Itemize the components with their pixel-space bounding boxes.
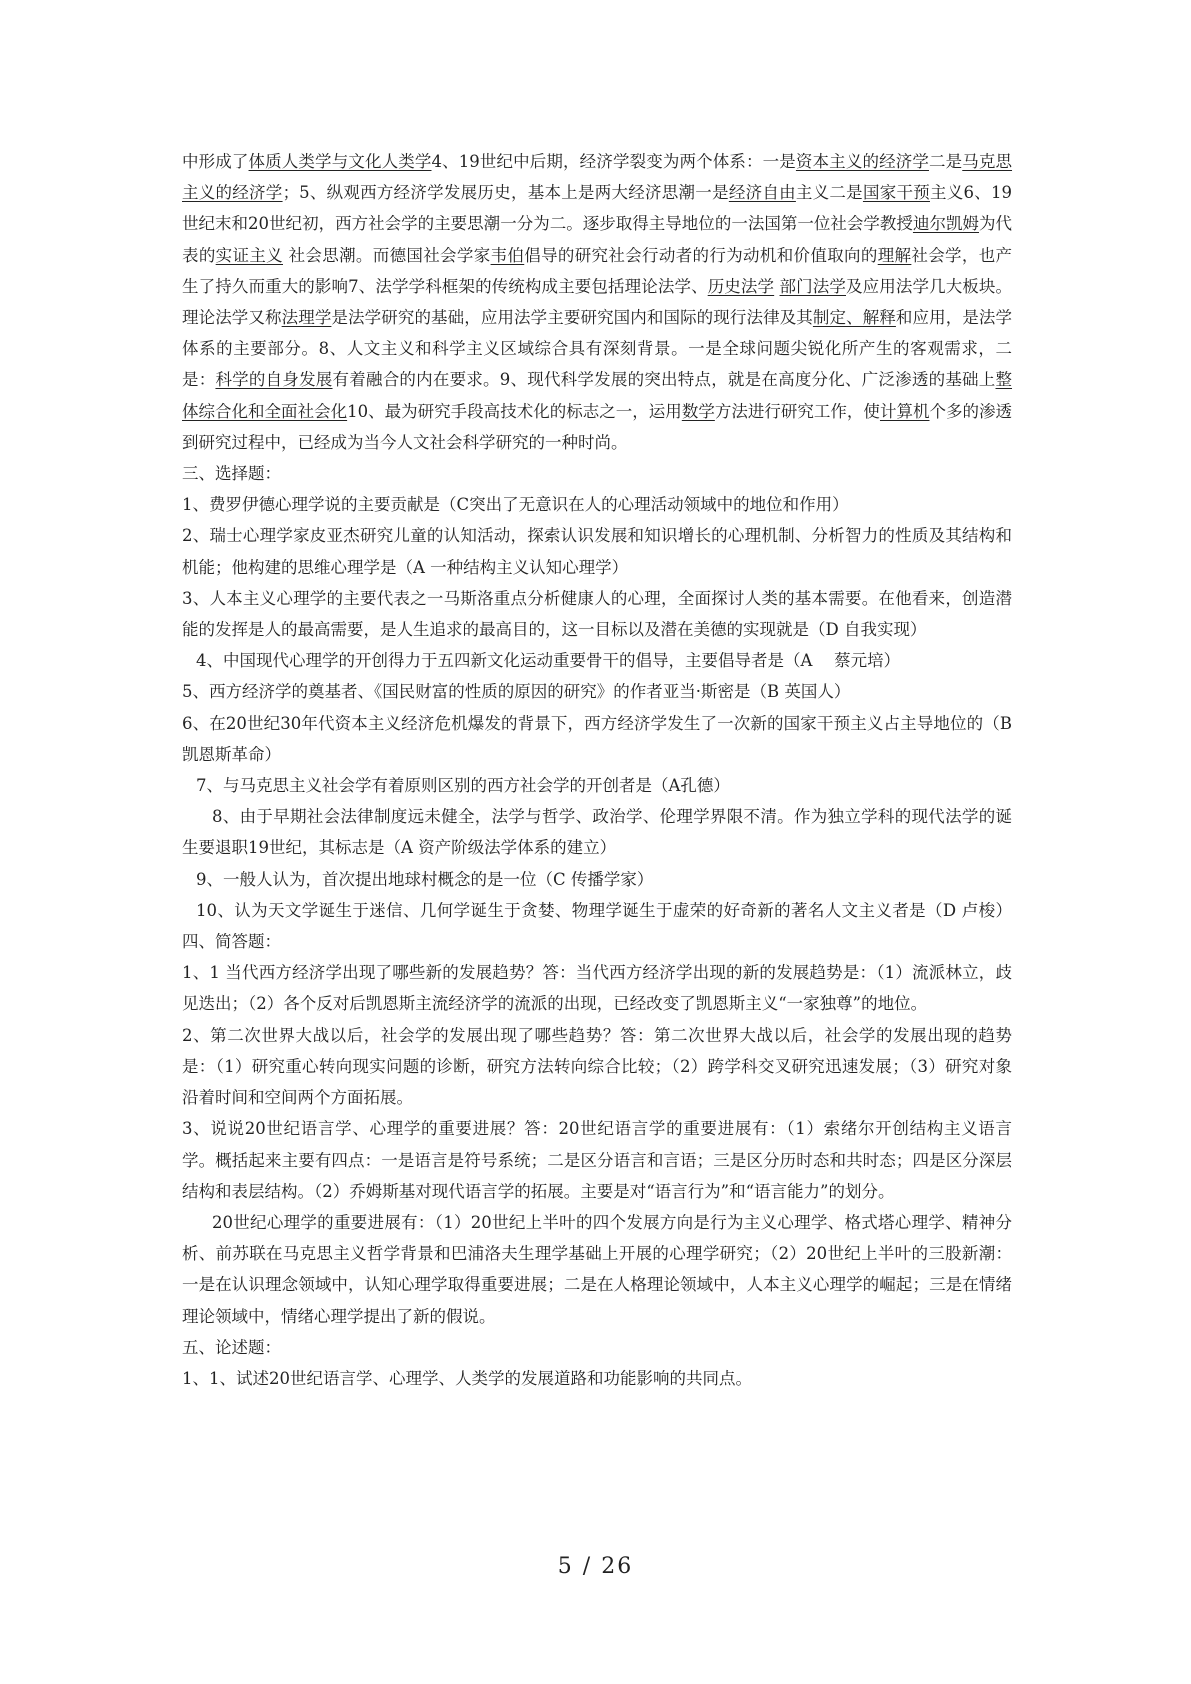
text-run: 4、19世纪中后期，经济学裂变为两个体系：一是	[431, 152, 796, 171]
underlined-answer: 历史法学	[707, 276, 775, 296]
choice-item: 7、与马克思主义社会学有着原则区别的西方社会学的开创者是（A孔德）	[196, 776, 730, 796]
underlined-answer: 制定、解释	[812, 308, 896, 328]
text-run: 和应用，是法学体系的主要部分。8、人文主义和科学主义区域综合具有深刻背景。一是全球问题尖锐化所产生的客观需求，二是：	[182, 308, 1013, 390]
underlined-answer: 科学的自身发展	[215, 370, 333, 390]
essay-question: 1、1、试述20世纪语言学、心理学、人类学的发展道路和功能影响的共同点。	[182, 1368, 752, 1388]
text-run: 倡导的研究社会行动者的行为动机和价值取向的	[524, 245, 878, 265]
text-run: 为代表的	[182, 214, 1013, 265]
text-run: 主义二是	[795, 183, 863, 203]
answer-item: 2、第二次世界大战以后，社会学的发展出现了哪些趋势？答：第二次世界大战以后，社会学的发展出现的趋势是：（1）研究重心转向现实问题的诊断，研究方法转向综合比较；（2）跨学科交叉研究迅速发展；（3）研究对象沿着时间和空间两个方面拓展。	[182, 1025, 1012, 1108]
text-run: 个多的渗透到研究过程中，已经成为当今人文社会科学研究的一种时尚。	[182, 401, 1013, 452]
underlined-answer: 数学	[681, 401, 715, 421]
text-run: 社会思潮。而德国社会学家	[283, 245, 491, 265]
text-run: 中形成了	[182, 152, 249, 171]
text-run: 有着融合的内在要求。9、现代科学发展的突出特点，就是在高度分化、广泛渗透的基础上	[332, 370, 996, 390]
answer-item: 20世纪心理学的重要进展有：（1）20世纪上半叶的四个发展方向是行为主义心理学、格式塔心理学、精神分析、前苏联在马克思主义哲学背景和巴浦洛夫生理学基础上开展的心理学研究；（2）20世纪上半叶的三股新潮：一是在认识理念领域中，认知心理学取得重要进展；二是在人格理论领域中，人本主义心理学的崛起；三是在情绪理论领域中，情绪心理学提出了新的假说。	[182, 1212, 1012, 1326]
underlined-answer: 韦伯	[490, 245, 525, 265]
underlined-answer: 实证主义	[215, 245, 283, 265]
text-run: 二是	[928, 152, 963, 171]
page-text	[182, 146, 1012, 1394]
text-run: 是法学研究的基础，应用法学主要研究国内和国际的现行法律及其	[331, 308, 813, 328]
fill-in-answers-paragraph	[182, 146, 1012, 458]
choice-item: 2、瑞士心理学家皮亚杰研究儿童的认知活动，探索认识发展和知识增长的心理机制、分析智力的性质及其结构和机能；他构建的思维心理学是（A 一种结构主义认知心理学）	[182, 526, 1012, 577]
underlined-answer: 理解	[877, 245, 912, 265]
page-number: 5 / 26	[557, 1554, 634, 1579]
section-heading: 三、选择题：	[182, 464, 281, 484]
answer-item: 3、说说20世纪语言学、心理学的重要进展？答：20世纪语言学的重要进展有：（1）索绪尔开创结构主义语言学。概括起来主要有四点：一是语言是符号系统；二是区分语言和言语；三是区分历时态和共时态；四是区分深层结构和表层结构。（2）乔姆斯基对现代语言学的拓展。主要是对“语言行为”和“语言能力”的划分。	[182, 1119, 1012, 1201]
underlined-answer: 马克思主义的经济学	[182, 152, 1013, 203]
text-run: 主义6、19世纪末和20世纪初，西方社会学的主要思潮一分为二。逐步取得主导地位的一法国第一位社会学教授	[182, 183, 1013, 234]
underlined-answer: 资本主义的经济学	[795, 152, 929, 171]
text-run: 10、最为研究手段高技术化的标志之一，运用	[347, 401, 682, 421]
text-run: 方法进行研究工作，使	[714, 401, 880, 421]
choice-item: 10、认为天文学诞生于迷信、几何学诞生于贪婪、物理学诞生于虚荣的好奇新的著名人文主义者是（D 卢梭）四、简答题：	[182, 900, 1012, 952]
text-run: 及应用法学几大板块。理论法学又称	[182, 276, 1013, 328]
underlined-answer: 经济自由	[728, 183, 796, 203]
text-run: 社会学，也产生了持久而重大的影响7、法学学科框架的传统构成主要包括理论法学、	[182, 245, 1013, 296]
section-heading: 五、论述题：	[182, 1337, 281, 1357]
underlined-answer: 国家干预	[862, 183, 930, 203]
underlined-answer: 体质人类学与文化人类学	[248, 152, 432, 171]
choice-item: 9、一般人认为，首次提出地球村概念的是一位（C 传播学家）	[196, 869, 654, 889]
answer-item: 1、1 当代西方经济学出现了哪些新的发展趋势？答：当代西方经济学出现的新的发展趋势是：（1）流派林立，歧见迭出；（2）各个反对后凯恩斯主流经济学的流派的出现，已经改变了凯恩斯主义“一家独尊”的地位。	[182, 963, 1012, 1014]
choice-item: 6、在20世纪30年代资本主义经济危机爆发的背景下，西方经济学发生了一次新的国家干预主义占主导地位的（B凯恩斯革命）	[182, 713, 1012, 764]
choice-item: 8、由于早期社会法律制度远未健全，法学与哲学、政治学、伦理学界限不清。作为独立学科的现代法学的诞生要退职19世纪，其标志是（A 资产阶级法学体系的建立）	[182, 807, 1012, 858]
choice-item: 1、费罗伊德心理学说的主要贡献是（C突出了无意识在人的心理活动领域中的地位和作用）	[182, 495, 849, 515]
choice-item: 4、中国现代心理学的开创得力于五四新文化运动重要骨干的倡导，主要倡导者是（A 蔡元培）	[196, 651, 901, 671]
text-run: ；5、纵观西方经济学发展历史，基本上是两大经济思潮一是	[282, 183, 729, 203]
underlined-answer: 整体综合化和全面社会化	[182, 370, 1013, 421]
underlined-answer: 迪尔凯姆	[912, 214, 979, 234]
choice-item: 3、人本主义心理学的主要代表之一马斯洛重点分析健康人的心理，全面探讨人类的基本需要。在他看来，创造潜能的发挥是人的最高需要，是人生追求的最高目的，这一目标以及潜在美德的实现就是（D 自我实现）	[182, 588, 1012, 640]
underlined-answer: 计算机	[879, 401, 930, 421]
choice-item: 5、西方经济学的奠基者、《国民财富的性质的原因的研究》的作者亚当·斯密是（B 英国人）	[182, 682, 851, 702]
underlined-answer: 部门法学	[779, 276, 846, 296]
underlined-answer: 法理学	[281, 308, 332, 328]
